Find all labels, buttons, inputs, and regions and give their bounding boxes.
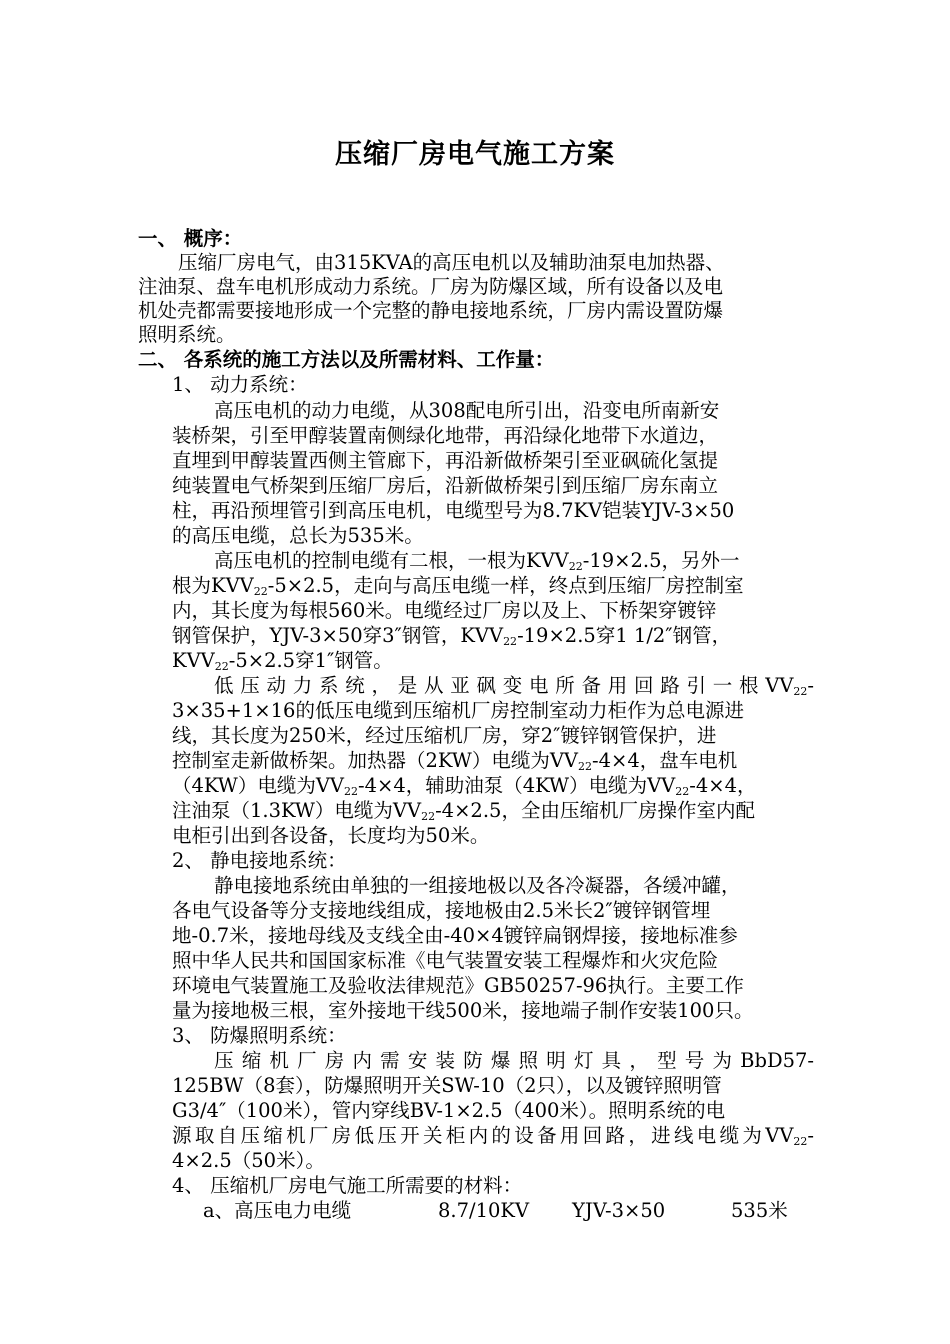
sub2-line-5: 环境电气装置施工及验收法律规范》GB50257-96执行。主要工作	[172, 974, 744, 997]
material-qty: 535米	[731, 1199, 788, 1222]
sub2-heading: 2、 静电接地系统：	[172, 849, 347, 872]
sub3-line-3: G3/4″（100米），管内穿线BV-1×2.5（400米）。照明系统的电	[172, 1099, 726, 1122]
sub4-heading: 4、 压缩机厂房电气施工所需要的材料：	[172, 1174, 523, 1197]
sub3-heading: 3、 防爆照明系统：	[172, 1024, 347, 1047]
sub1-heading: 1、 动力系统：	[172, 373, 308, 396]
sub2-line-3: 地-0.7米，接地母线及支线全由-40×4镀锌扁钢焊接，接地标准参	[172, 924, 738, 947]
sub2-line-2: 各电气设备等分支接地线组成，接地极由2.5米长2″镀锌钢管埋	[172, 899, 711, 922]
sub2-line-4: 照中华人民共和国国家标准《电气装置安装工程爆炸和火灾危险	[172, 949, 719, 972]
sub1-para3-line-6: 注油泵（1.3KW）电缆为$VV_{22}-4\times 2.5$，全由压缩机厂房操作室内配	[172, 799, 755, 823]
sub1-para2-line-2: 根为$KVV_{22}-5\times 2.5$，走向与高压电缆一样，终点到压缩厂房控制室	[172, 574, 744, 598]
section1-line-2: 注油泵、盘车电机形成动力系统。厂房为防爆区域，所有设备以及电	[138, 275, 724, 298]
material-name: a、高压电力电缆	[203, 1199, 352, 1222]
sub1-para1-line-5: 柱，再沿预埋管引到高压电机，电缆型号为8.7KV铠装YJV-3×50	[172, 499, 735, 522]
sub1-para1-line-2: 装桥架，引至甲醇装置南侧绿化地带，再沿绿化地带下水道边，	[172, 424, 719, 447]
sub1-para1-line-4: 纯装置电气桥架到压缩厂房后，沿新做桥架引到压缩厂房东南立	[172, 474, 719, 497]
sub1-para1-line-1: 高压电机的动力电缆，从308配电所引出，沿变电所南新安	[214, 399, 720, 422]
sub1-para1-line-6: 的高压电缆，总长为535米。	[172, 524, 424, 547]
sub1-para2-line-3: 内，其长度为每根560米。电缆经过厂房以及上、下桥架穿镀锌	[172, 599, 717, 622]
sub1-para1-line-3: 直埋到甲醇装置西侧主管廊下，再沿新做桥架引至亚砜硫化氢提	[172, 449, 719, 472]
sub2-line-1: 静电接地系统由单独的一组接地极以及各冷凝器，各缓冲罐，	[214, 874, 741, 897]
material-row-a	[0, 1199, 950, 1223]
section1-line-1: 压缩厂房电气，由315KVA的高压电机以及辅助油泵电加热器、	[178, 251, 725, 274]
sub1-para3-line-5: （4KW）电缆为$VV_{22}-4\times 4$，辅助油泵（4KW）电缆为$VV_{22}-4\times 4$，	[172, 774, 757, 798]
section1-line-3: 机处壳都需要接地形成一个完整的静电接地系统，厂房内需设置防爆	[138, 299, 724, 322]
sub3-line-4: 源取自压缩机厂房低压开关柜内的设备用回路，进线电缆为$VV_{22}-$	[172, 1124, 814, 1148]
section1-line-4: 照明系统。	[138, 323, 236, 346]
sub1-para3-line-3: 线，其长度为250米，经过压缩机厂房，穿2″镀锌钢管保护，进	[172, 724, 717, 747]
material-spec: 8.7/10KV	[438, 1199, 530, 1222]
sub3-line-5: 4×2.5（50米）。	[172, 1149, 325, 1172]
sub1-para2-line-4: 钢管保护，YJV-3×50穿3″钢管，$KVV_{22}-19\times 2.5$穿1 1/2″钢管，	[172, 624, 732, 648]
sub1-para3-line-2: 3×35+1×16的低压电缆到压缩机厂房控制室动力柜作为总电源进	[172, 699, 744, 722]
section1-heading: 一、 概序：	[138, 227, 243, 250]
sub3-line-2: 125BW（8套），防爆照明开关SW-10（2只），以及镀锌照明管	[172, 1074, 722, 1097]
material-model: YJV-3×50	[572, 1199, 666, 1222]
sub2-line-6: 量为接地极三根，室外接地干线500米，接地端子制作安装100只。	[172, 999, 754, 1022]
sub1-para3-line-4: 控制室走新做桥架。加热器（2KW）电缆为$VV_{22}-4\times 4$，盘车电机	[172, 749, 738, 773]
page-title: 压缩厂房电气施工方案	[335, 139, 615, 170]
sub1-para3-line-1: 低压动力系统，是从亚砜变电所备用回路引一根$VV_{22}-$	[214, 674, 814, 698]
sub1-para3-line-7: 电柜引出到各设备，长度均为50米。	[172, 824, 490, 847]
sub3-line-1: 压缩机厂房内需安装防爆照明灯具，型号为BbD57-	[214, 1049, 814, 1072]
sub1-para2-line-5: $KVV_{22}-5\times 2.5$穿1″钢管。	[172, 649, 393, 673]
sub1-para2-line-1: 高压电机的控制电缆有二根，一根为$KVV_{22}-19\times 2.5$，另外一	[214, 549, 740, 573]
section2-heading: 二、 各系统的施工方法以及所需材料、工作量：	[138, 348, 555, 371]
